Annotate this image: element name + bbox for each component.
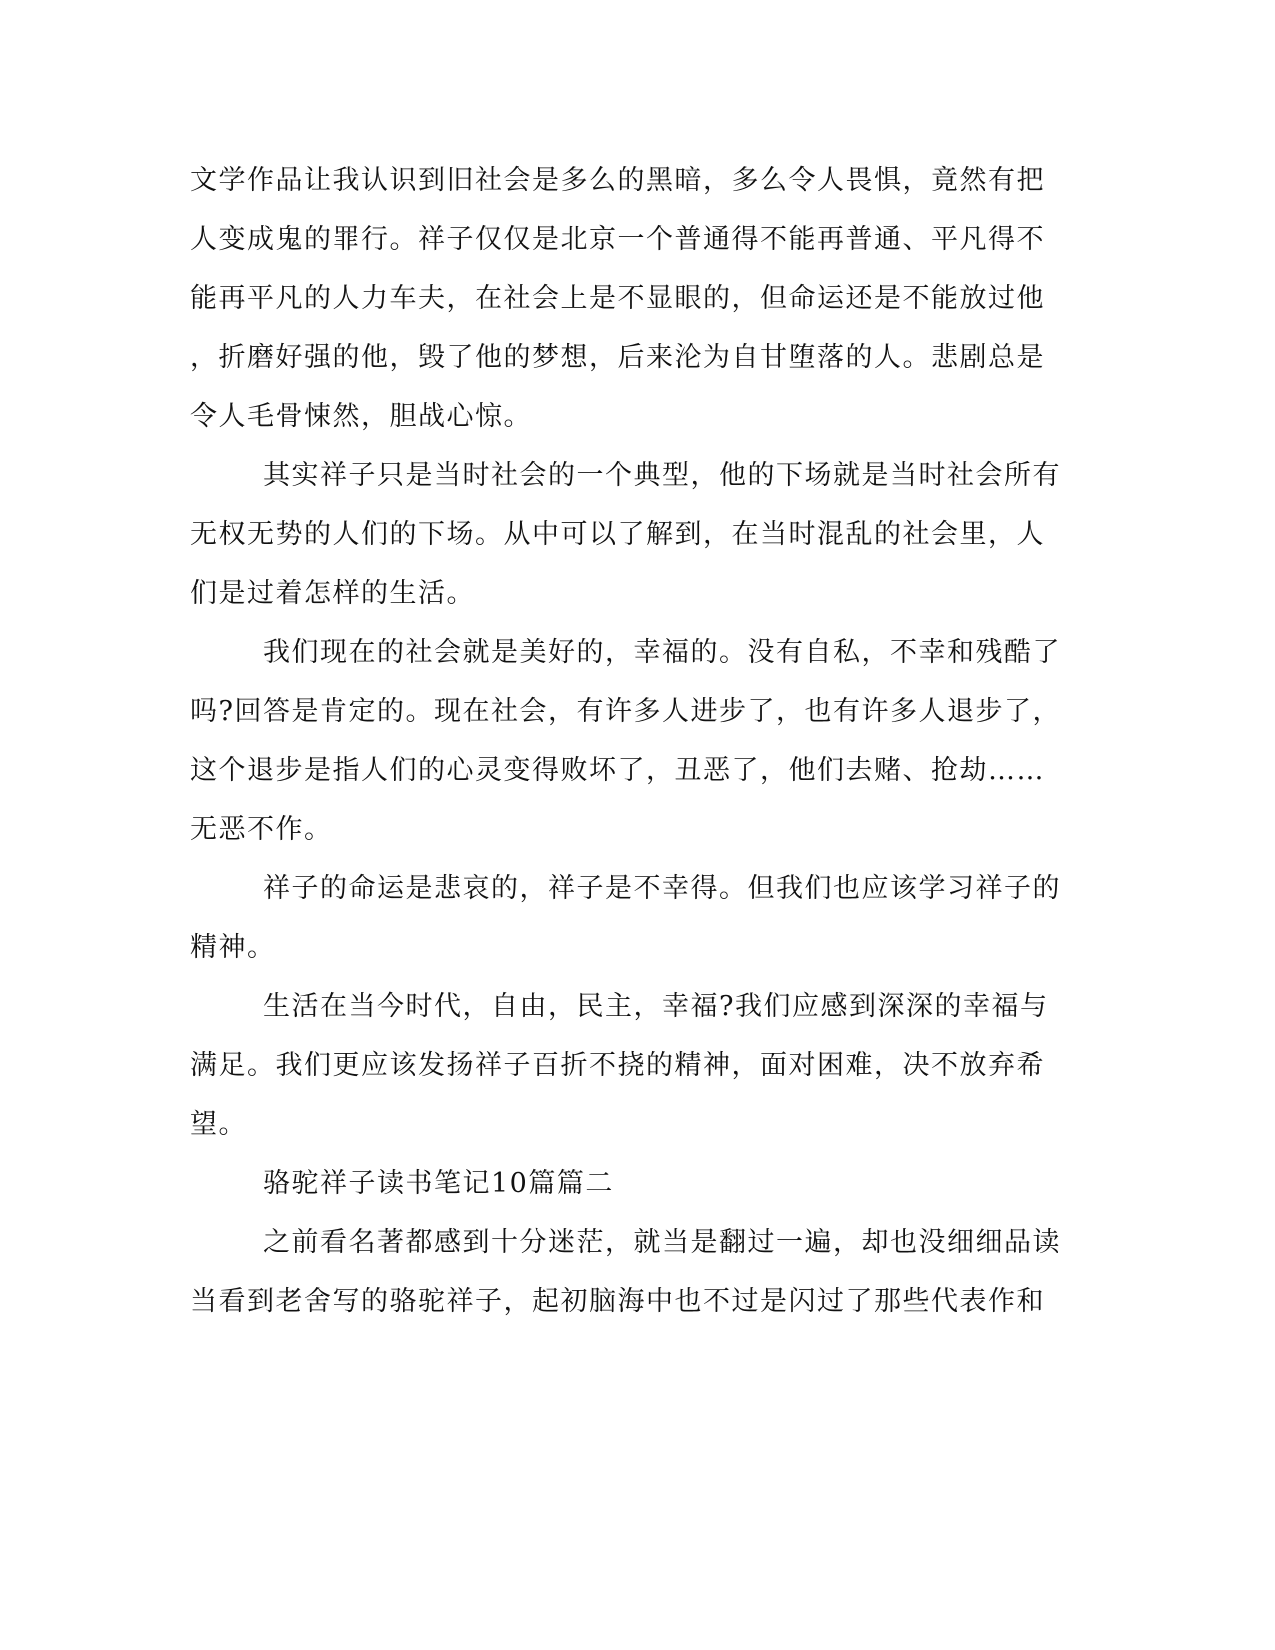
- text-line: 当看到老舍写的骆驼祥子，起初脑海中也不过是闪过了那些代表作和: [190, 1286, 1045, 1317]
- text-line: 文学作品让我认识到旧社会是多么的黑暗，多么令人畏惧，竟然有把: [190, 165, 1045, 196]
- text-line: 人变成鬼的罪行。祥子仅仅是北京一个普通得不能再普通、平凡得不: [190, 224, 1045, 255]
- text-line: 这个退步是指人们的心灵变得败坏了，丑恶了，他们去赌、抢劫……: [190, 755, 1045, 786]
- paragraph-first-line: 之前看名著都感到十分迷茫，就当是翻过一遍，却也没细细品读: [263, 1227, 1061, 1258]
- paragraph-first-line: 其实祥子只是当时社会的一个典型，他的下场就是当时社会所有: [263, 460, 1061, 491]
- section-heading: 骆驼祥子读书笔记10篇篇二: [263, 1168, 614, 1199]
- text-line: 精神。: [190, 932, 276, 963]
- text-line: 们是过着怎样的生活。: [190, 578, 475, 609]
- text-line: 能再平凡的人力车夫，在社会上是不显眼的，但命运还是不能放过他: [190, 283, 1045, 314]
- text-line: 满足。我们更应该发扬祥子百折不挠的精神，面对困难，决不放弃希: [190, 1050, 1045, 1081]
- text-line: 无权无势的人们的下场。从中可以了解到，在当时混乱的社会里，人: [190, 519, 1045, 550]
- text-line: ，折磨好强的他，毁了他的梦想，后来沦为自甘堕落的人。悲剧总是: [190, 342, 1045, 373]
- text-line: 望。: [190, 1109, 247, 1140]
- paragraph-first-line: 生活在当今时代，自由，民主，幸福?我们应感到深深的幸福与: [263, 991, 1049, 1022]
- text-line: 吗?回答是肯定的。现在社会，有许多人进步了，也有许多人退步了，: [190, 696, 1061, 727]
- paragraph-first-line: 祥子的命运是悲哀的，祥子是不幸得。但我们也应该学习祥子的: [263, 873, 1061, 904]
- text-line: 令人毛骨悚然，胆战心惊。: [190, 401, 532, 432]
- text-line: 无恶不作。: [190, 814, 333, 845]
- paragraph-first-line: 我们现在的社会就是美好的，幸福的。没有自私，不幸和残酷了: [263, 637, 1061, 668]
